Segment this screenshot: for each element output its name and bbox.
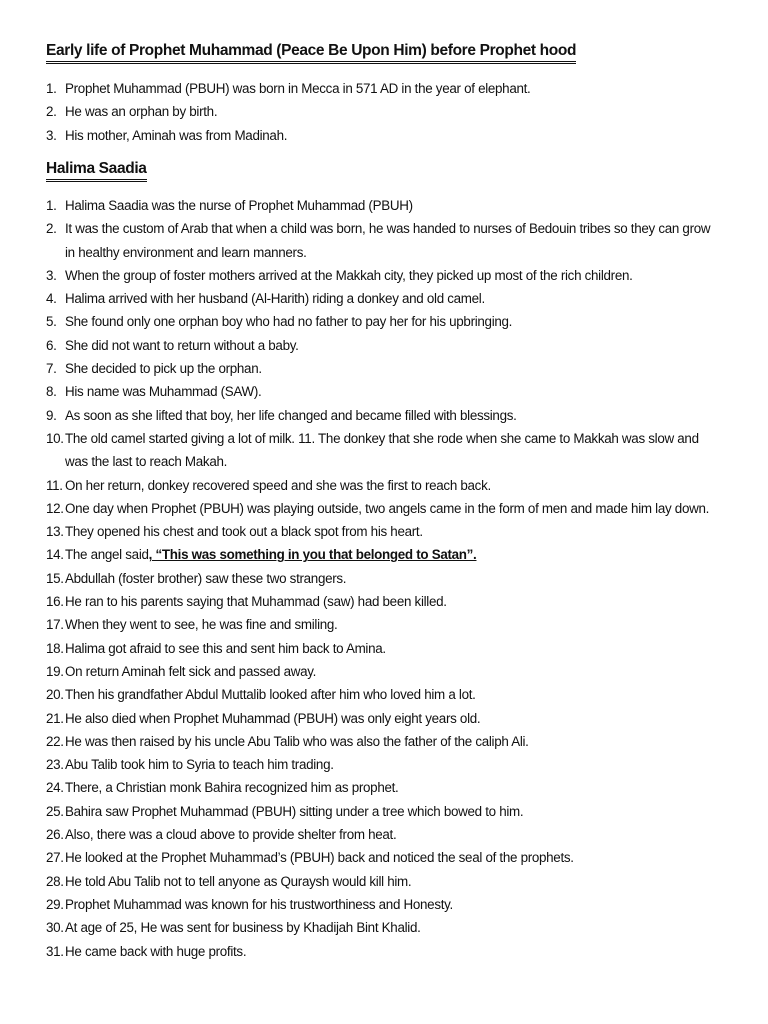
list-item	[46, 590, 716, 613]
list-item-text: He looked at the Prophet Muhammad’s (PBUH) back and noticed the seal of the prophets.	[65, 850, 574, 866]
list-item-text: He was an orphan by birth.	[65, 104, 218, 120]
list-number: 27.	[46, 850, 64, 866]
list-item	[46, 707, 716, 730]
list-item	[46, 916, 716, 939]
list-item-text: He told Abu Talib not to tell anyone as Quraysh would kill him.	[65, 873, 412, 889]
list-item-text: They opened his chest and took out a black spot from his heart.	[65, 524, 423, 540]
list-item-text: There, a Christian monk Bahira recognized him as prophet.	[65, 780, 399, 796]
list-number: 6.	[46, 337, 57, 353]
halima-saadia-list	[46, 194, 716, 963]
list-number: 24.	[46, 780, 64, 796]
list-number: 1.	[46, 81, 57, 96]
list-item	[46, 543, 716, 566]
list-item	[46, 287, 716, 310]
list-item	[46, 520, 716, 543]
list-item	[46, 474, 716, 497]
section-heading-early-life: Early life of Prophet Muhammad (Peace Be Upon Him) before Prophet hood	[46, 42, 576, 64]
list-item	[46, 730, 716, 753]
list-item	[46, 567, 716, 590]
list-item-text: Halima got afraid to see this and sent him back to Amina.	[65, 640, 386, 656]
list-item-text: On her return, donkey recovered speed and she was the first to reach back.	[65, 477, 491, 493]
list-item-text: Then his grandfather Abdul Muttalib looked after him who loved him a lot.	[65, 687, 476, 703]
section-heading-halima-saadia: Halima Saadia	[46, 160, 147, 182]
list-number: 3.	[46, 267, 57, 283]
list-number: 20.	[46, 687, 64, 703]
list-number: 2.	[46, 104, 57, 120]
list-number: 22.	[46, 733, 64, 749]
list-number: 16.	[46, 594, 64, 610]
list-number: 12.	[46, 500, 64, 516]
list-item	[46, 893, 716, 916]
list-item-text: Bahira saw Prophet Muhammad (PBUH) sitting under a tree which bowed to him.	[65, 803, 524, 819]
list-number: 3.	[46, 127, 57, 143]
list-item	[46, 637, 716, 660]
list-number: 4.	[46, 291, 57, 307]
list-item-text: The old camel started giving a lot of milk. 11. The donkey that she rode when she came to Makkah was slow and was the last to reach Makah.	[65, 430, 699, 470]
list-number: 1.	[46, 198, 57, 213]
list-item-text: On return Aminah felt sick and passed away.	[65, 663, 317, 679]
list-number: 28.	[46, 873, 64, 889]
list-item	[46, 870, 716, 893]
list-number: 5.	[46, 314, 57, 330]
list-item-text: When the group of foster mothers arrived at the Makkah city, they picked up most of the rich children.	[65, 267, 633, 283]
list-item	[46, 800, 716, 823]
list-item-text: She did not want to return without a baby.	[65, 337, 299, 353]
list-item	[46, 846, 716, 869]
list-item-text: Prophet Muhammad (PBUH) was born in Mecca in 571 AD in the year of elephant.	[65, 81, 531, 96]
list-item-text: Abdullah (foster brother) saw these two strangers.	[65, 570, 347, 586]
list-number: 13.	[46, 524, 64, 540]
list-item	[46, 404, 716, 427]
list-item	[46, 217, 716, 264]
list-item	[46, 334, 716, 357]
list-number: 19.	[46, 663, 64, 679]
angel-quote: , “This was something in you that belonged to Satan”.	[148, 547, 477, 563]
list-item-text: Also, there was a cloud above to provide shelter from heat.	[65, 827, 397, 843]
list-item	[46, 683, 716, 706]
list-item	[46, 497, 716, 520]
list-number: 2.	[46, 221, 57, 237]
list-number: 10.	[46, 430, 64, 446]
list-item	[46, 124, 716, 147]
list-number: 15.	[46, 570, 64, 586]
list-number: 25.	[46, 803, 64, 819]
list-item	[46, 264, 716, 287]
list-number: 17.	[46, 617, 64, 633]
list-number: 26.	[46, 827, 64, 843]
list-item-text: She found only one orphan boy who had no father to pay her for his upbringing.	[65, 314, 513, 330]
list-number: 29.	[46, 896, 64, 912]
list-item	[46, 310, 716, 333]
list-item	[46, 823, 716, 846]
list-number: 7.	[46, 361, 57, 377]
list-number: 18.	[46, 640, 64, 656]
list-item-text: Halima arrived with her husband (Al-Harith) riding a donkey and old camel.	[65, 291, 485, 307]
list-item-text: His name was Muhammad (SAW).	[65, 384, 262, 400]
list-number: 11.	[46, 477, 63, 493]
list-item-text: She decided to pick up the orphan.	[65, 361, 262, 377]
list-number: 21.	[46, 710, 64, 726]
list-item	[46, 940, 716, 963]
list-item	[46, 427, 716, 474]
list-item	[46, 660, 716, 683]
early-life-list	[46, 77, 716, 147]
list-item	[46, 776, 716, 799]
list-number: 14.	[46, 547, 64, 563]
list-item-text: It was the custom of Arab that when a child was born, he was handed to nurses of Bedouin tribes so they can grow in healthy environment and learn manners.	[65, 221, 711, 260]
list-number: 9.	[46, 407, 57, 423]
list-item-text: As soon as she lifted that boy, her life changed and became filled with blessings.	[65, 407, 517, 423]
list-item-text: He ran to his parents saying that Muhammad (saw) had been killed.	[65, 594, 447, 610]
list-item-text: One day when Prophet (PBUH) was playing outside, two angels came in the form of men and made him lay down.	[65, 500, 710, 516]
list-item	[46, 380, 716, 403]
list-item	[46, 100, 716, 123]
list-item-text: His mother, Aminah was from Madinah.	[65, 127, 288, 143]
list-number: 8.	[46, 384, 57, 400]
list-item-text: The angel said	[65, 547, 149, 563]
list-item	[46, 753, 716, 776]
list-item-text: He was then raised by his uncle Abu Talib who was also the father of the caliph Ali.	[65, 733, 529, 749]
list-item	[46, 194, 716, 217]
list-item-text: Halima Saadia was the nurse of Prophet Muhammad (PBUH)	[65, 198, 413, 213]
list-item-text: Abu Talib took him to Syria to teach him trading.	[65, 757, 334, 773]
list-item	[46, 613, 716, 636]
list-item	[46, 357, 716, 380]
list-item-text: At age of 25, He was sent for business by Khadijah Bint Khalid.	[65, 920, 421, 936]
list-item-text: He also died when Prophet Muhammad (PBUH) was only eight years old.	[65, 710, 481, 726]
list-number: 30.	[46, 920, 64, 936]
list-number: 23.	[46, 757, 64, 773]
list-number: 31.	[46, 943, 64, 959]
list-item-text: Prophet Muhammad was known for his trustworthiness and Honesty.	[65, 896, 453, 912]
list-item-text: When they went to see, he was fine and smiling.	[65, 617, 338, 633]
list-item	[46, 77, 716, 100]
list-item-text: He came back with huge profits.	[65, 943, 247, 959]
